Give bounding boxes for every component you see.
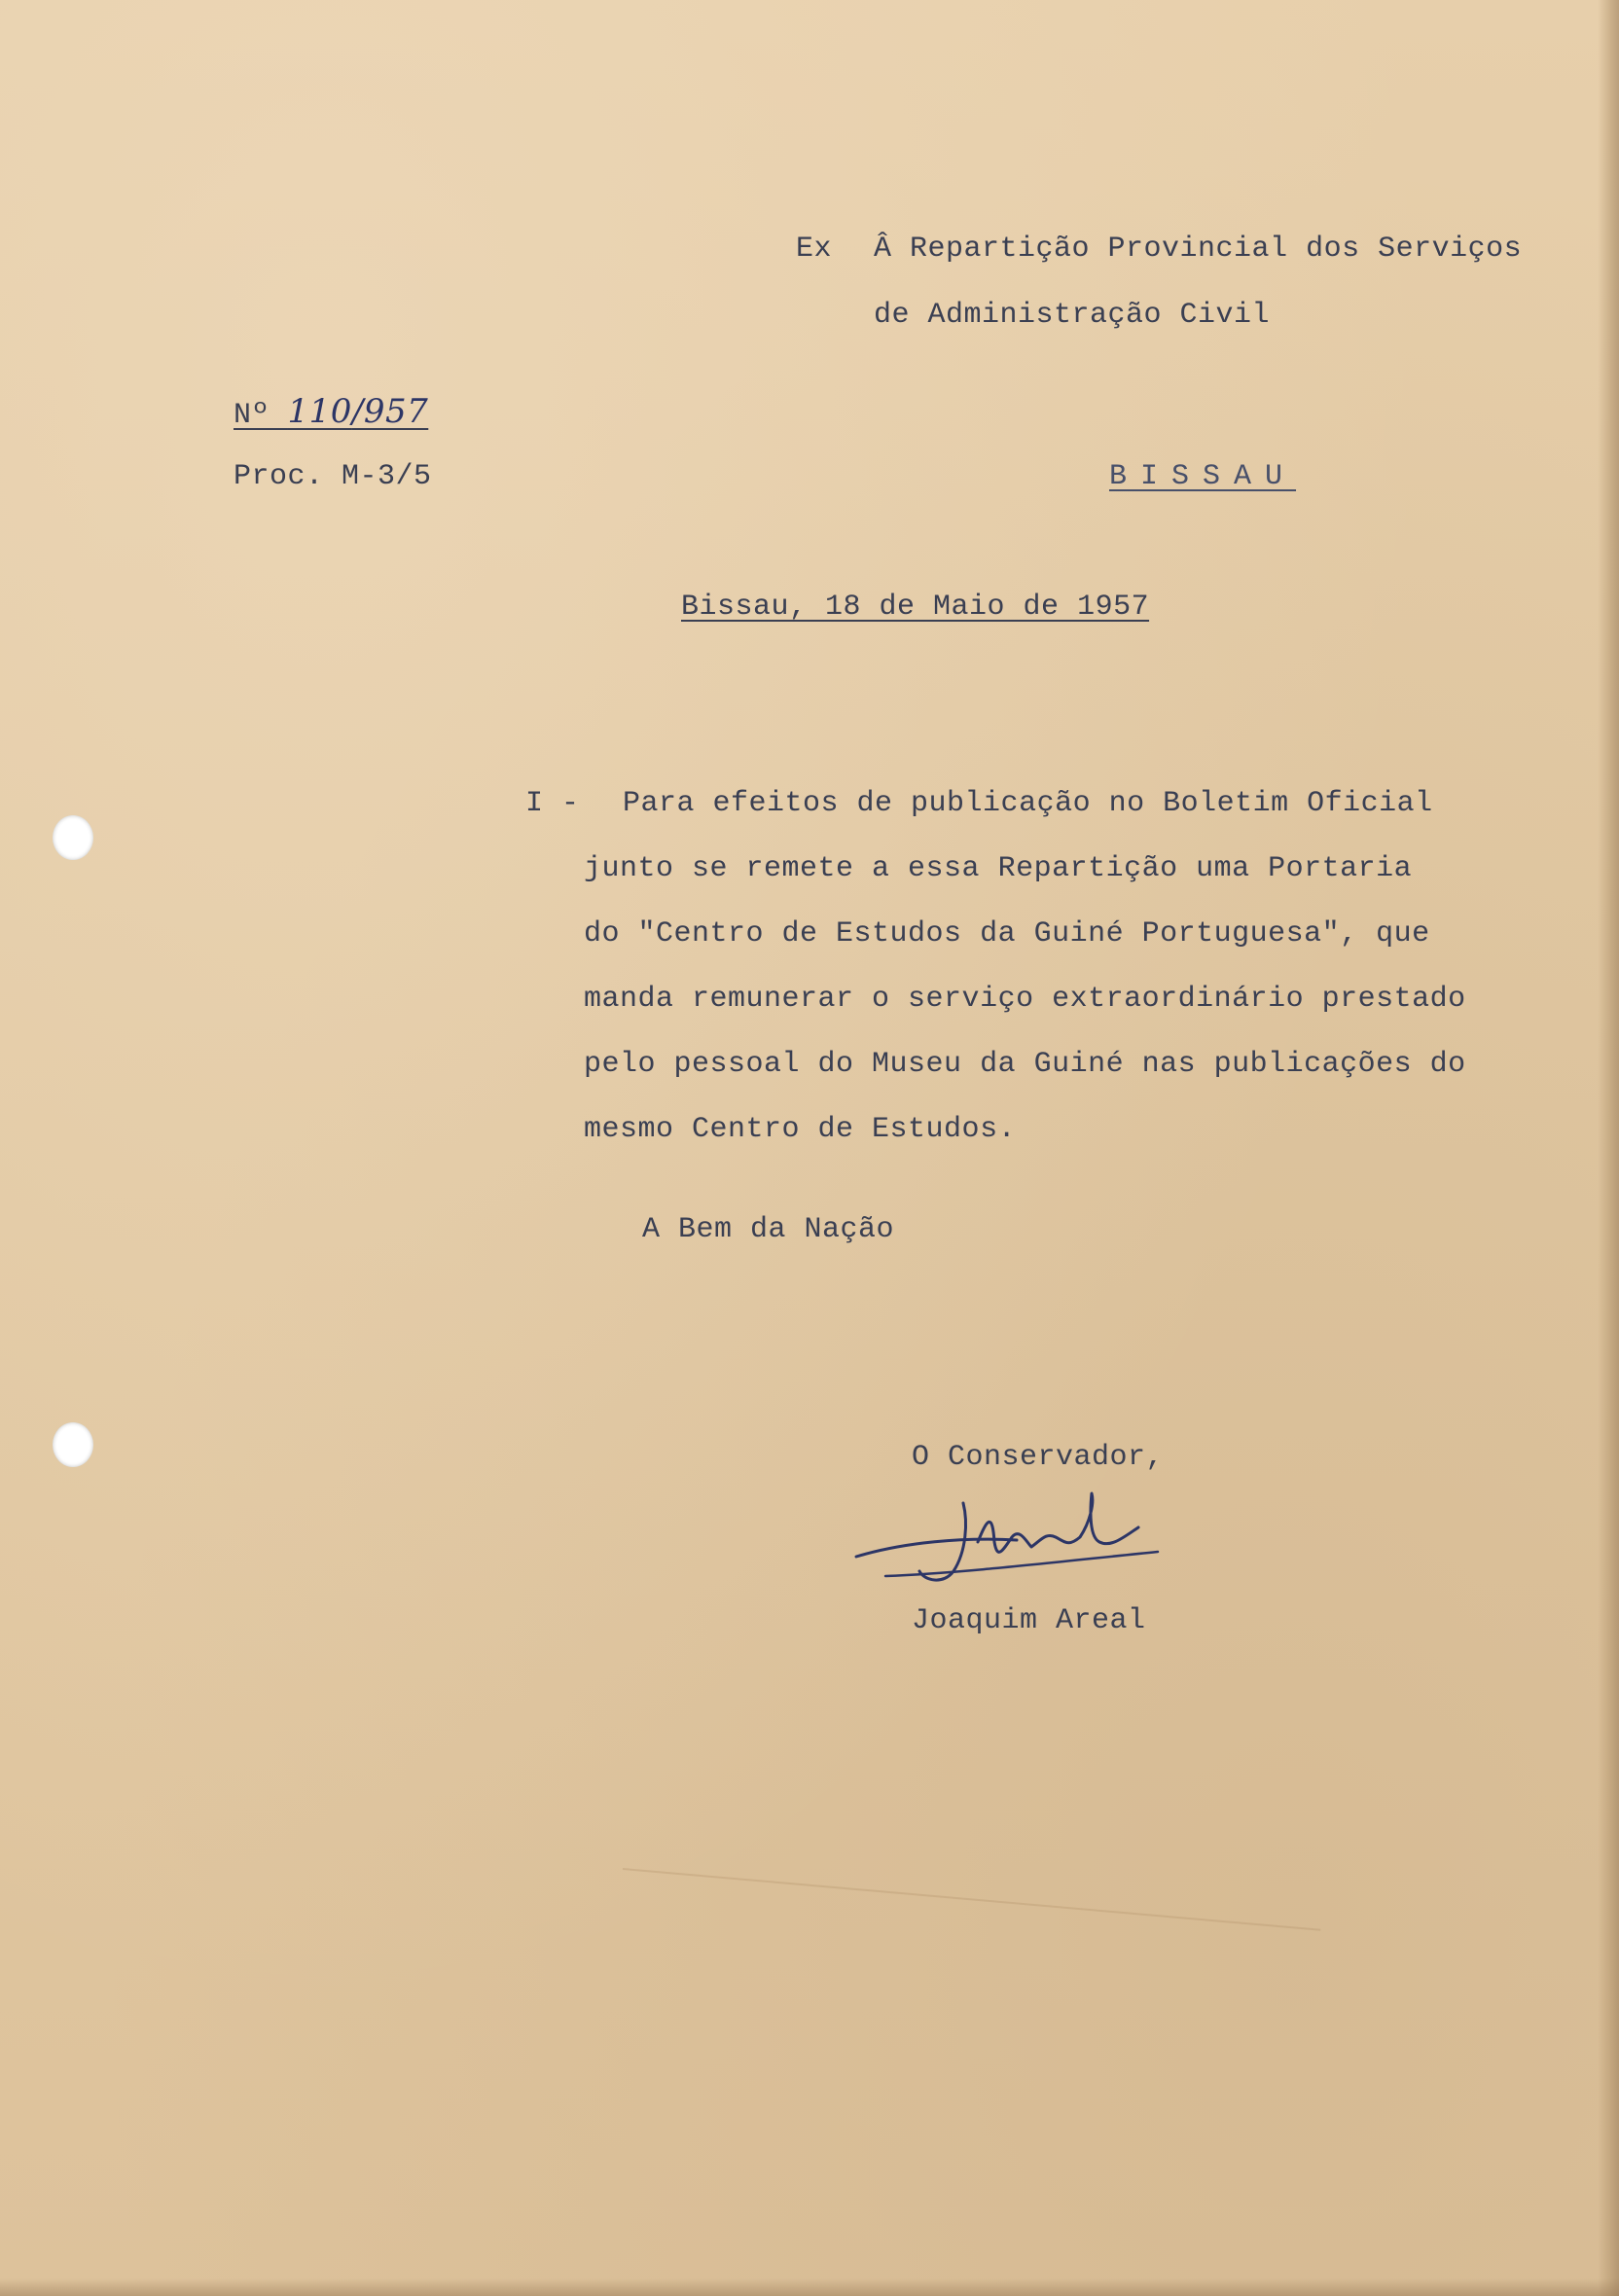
ex-label: Ex — [796, 233, 833, 266]
reference-number-prefix: Nº — [234, 399, 288, 432]
addressee-line-2: de Administração Civil — [874, 299, 1271, 332]
item-marker: I - — [525, 787, 580, 820]
body-line: manda remunerar o serviço extraordinário prestado — [584, 983, 1466, 1016]
process-reference: Proc. M-3/5 — [234, 460, 432, 493]
reference-number-suffix: /957 — [351, 392, 429, 431]
punch-hole-top — [53, 815, 93, 860]
body-line: junto se remete a essa Repartição uma Portaria — [584, 852, 1413, 885]
punch-hole-bottom — [53, 1422, 93, 1467]
paper-bottom-shadow — [0, 2278, 1619, 2296]
body-line: do "Centro de Estudos da Guiné Portuguesa", que — [584, 917, 1430, 951]
body-line: mesmo Centro de Estudos. — [584, 1113, 1017, 1146]
body-line: pelo pessoal do Museu da Guiné nas publicações do — [584, 1048, 1466, 1081]
body-paragraph — [584, 786, 1466, 1177]
signatory-title: O Conservador, — [912, 1441, 1165, 1474]
reference-number-handwritten: 110 — [287, 392, 352, 431]
reference-number — [234, 394, 428, 433]
destination-city: BISSAU — [1109, 460, 1297, 493]
paper-crease — [623, 1868, 1320, 1931]
addressee-line-1: Â Repartição Provincial dos Serviços — [874, 233, 1523, 266]
paper-edge-shadow — [1598, 0, 1619, 2296]
signatory-name: Joaquim Areal — [912, 1604, 1146, 1637]
date-line: Bissau, 18 de Maio de 1957 — [681, 591, 1150, 624]
body-line: Para efeitos de publicação no Boletim Oficial — [623, 787, 1433, 820]
handwritten-signature — [846, 1484, 1177, 1600]
closing-salutation: A Bem da Nação — [642, 1213, 895, 1246]
